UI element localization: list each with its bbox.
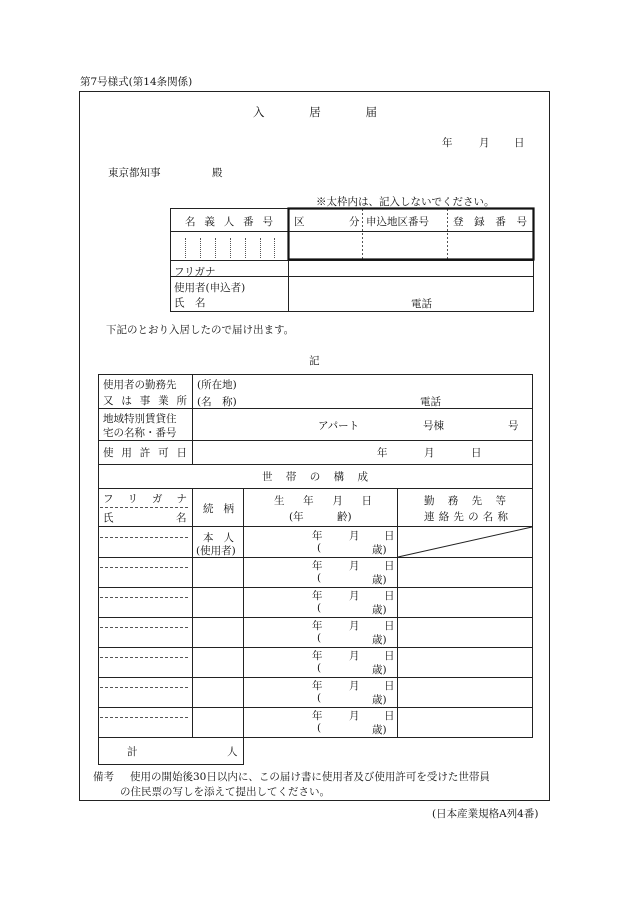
row-age-close: 歳) — [372, 634, 387, 646]
user-label-line1: 使用者(申込者) — [174, 282, 246, 294]
name-header-right: 名 — [176, 512, 187, 524]
work-header-line2: 連 絡 先 の 名 称 — [424, 511, 508, 523]
row-age-close: 歳) — [372, 664, 387, 676]
room-label: 号 — [508, 420, 519, 432]
application-area-number-label: 申込地区番号 — [366, 216, 429, 228]
permit-year: 年 — [377, 447, 388, 459]
row-age-open: ( — [317, 572, 322, 584]
user-label-line2: 氏 名 — [174, 297, 206, 309]
furigana-label: フリガナ — [174, 266, 216, 278]
row-age-open: ( — [317, 542, 322, 554]
ki-label: 記 — [309, 355, 320, 367]
row-day: 日 — [384, 590, 395, 602]
workplace-phone-label: 電話 — [420, 396, 441, 408]
age-header-right: 齢) — [337, 511, 352, 523]
permit-date-label: 使 用 許 可 日 — [103, 447, 187, 459]
row-year: 年 — [312, 650, 323, 662]
row-furigana-separator — [100, 657, 188, 658]
permit-month: 月 — [424, 447, 435, 459]
building-label: 号棟 — [423, 420, 444, 432]
row-age-close: 歳) — [372, 604, 387, 616]
row-year: 年 — [312, 530, 323, 542]
row-year: 年 — [312, 710, 323, 722]
date-year-label: 年 — [442, 137, 453, 149]
row-age-open: ( — [317, 632, 322, 644]
remarks-line1: 使用の開始後30日以内に、この届け書に使用者及び使用許可を受けた世帯員 — [130, 771, 490, 783]
work-header-line1: 勤 務 先 等 — [424, 495, 506, 507]
row-furigana-separator — [100, 567, 188, 568]
housing-label-line2: 宅の名称・番号 — [103, 427, 177, 439]
row-month: 月 — [349, 560, 360, 572]
row-day: 日 — [384, 560, 395, 572]
row-day: 日 — [384, 680, 395, 692]
row-year: 年 — [312, 560, 323, 572]
row-day: 日 — [384, 620, 395, 632]
workplace-label-line1: 使用者の勤務先 — [103, 379, 177, 391]
row-year: 年 — [312, 680, 323, 692]
remarks-label: 備考 — [93, 771, 114, 783]
housing-label-line1: 地域特別賃貸住 — [103, 413, 177, 425]
row-age-close: 歳) — [372, 544, 387, 556]
furigana-separator — [100, 507, 188, 508]
row-furigana-separator — [100, 627, 188, 628]
row-furigana-separator — [100, 597, 188, 598]
row-day: 日 — [384, 650, 395, 662]
row-age-open: ( — [317, 662, 322, 674]
date-month-label: 月 — [479, 137, 490, 149]
row-month: 月 — [349, 650, 360, 662]
self-label: 本 人 — [203, 532, 234, 544]
row-age-open: ( — [317, 722, 322, 734]
row-age-open: ( — [317, 602, 322, 614]
row-furigana-separator — [100, 717, 188, 718]
row-month: 月 — [349, 590, 360, 602]
furigana-header: フ リ ガ ナ — [103, 493, 187, 505]
location-label: (所在地) — [197, 379, 237, 391]
birth-header: 生 年 月 日 — [274, 495, 372, 507]
date-day-label: 日 — [514, 137, 525, 149]
row-month: 月 — [349, 710, 360, 722]
total-label-right: 人 — [227, 746, 238, 758]
honorific: 殿 — [212, 167, 223, 179]
note-bold-frame: ※太枠内は、記入しないでください。 — [316, 196, 495, 208]
age-header-left: (年 — [289, 511, 304, 523]
district-label-left: 区 — [294, 216, 305, 228]
row-month: 月 — [349, 680, 360, 692]
apartment-label: アパート — [318, 420, 360, 432]
registration-number-label: 登 録 番 号 — [453, 216, 527, 228]
row-age-close: 歳) — [372, 724, 387, 736]
workplace-label-line2: 又 は 事 業 所 — [103, 395, 187, 407]
permit-day: 日 — [471, 447, 482, 459]
row-age-close: 歳) — [372, 574, 387, 586]
row-age-close: 歳) — [372, 694, 387, 706]
self-label-line2: (使用者) — [196, 545, 236, 557]
name-header-left: 氏 — [103, 512, 114, 524]
form-number: 第7号様式(第14条関係) — [80, 76, 193, 88]
name-label: (名 称) — [197, 396, 237, 408]
phone-label: 電話 — [411, 298, 432, 310]
row-furigana-separator — [100, 687, 188, 688]
remarks-line2: の住民票の写しを添えて提出してください。 — [120, 786, 330, 798]
row-month: 月 — [349, 620, 360, 632]
footer-standard: (日本産業規格A列4番) — [432, 808, 539, 820]
addressee: 東京都知事 — [108, 167, 161, 179]
row-furigana-separator — [100, 537, 188, 538]
row-year: 年 — [312, 590, 323, 602]
row-age-open: ( — [317, 692, 322, 704]
row-day: 日 — [384, 530, 395, 542]
row-year: 年 — [312, 620, 323, 632]
relationship-header: 続 柄 — [203, 503, 234, 515]
row-month: 月 — [349, 530, 360, 542]
declaration: 下記のとおり入居したので届け出ます。 — [106, 324, 295, 336]
form-title: 入 居 届 — [253, 105, 377, 119]
holder-number-label: 名 義 人 番 号 — [185, 216, 273, 228]
row-day: 日 — [384, 710, 395, 722]
district-label-right: 分 — [349, 216, 360, 228]
total-label-left: 計 — [127, 746, 138, 758]
household-title: 世 帯 の 構 成 — [262, 471, 368, 483]
